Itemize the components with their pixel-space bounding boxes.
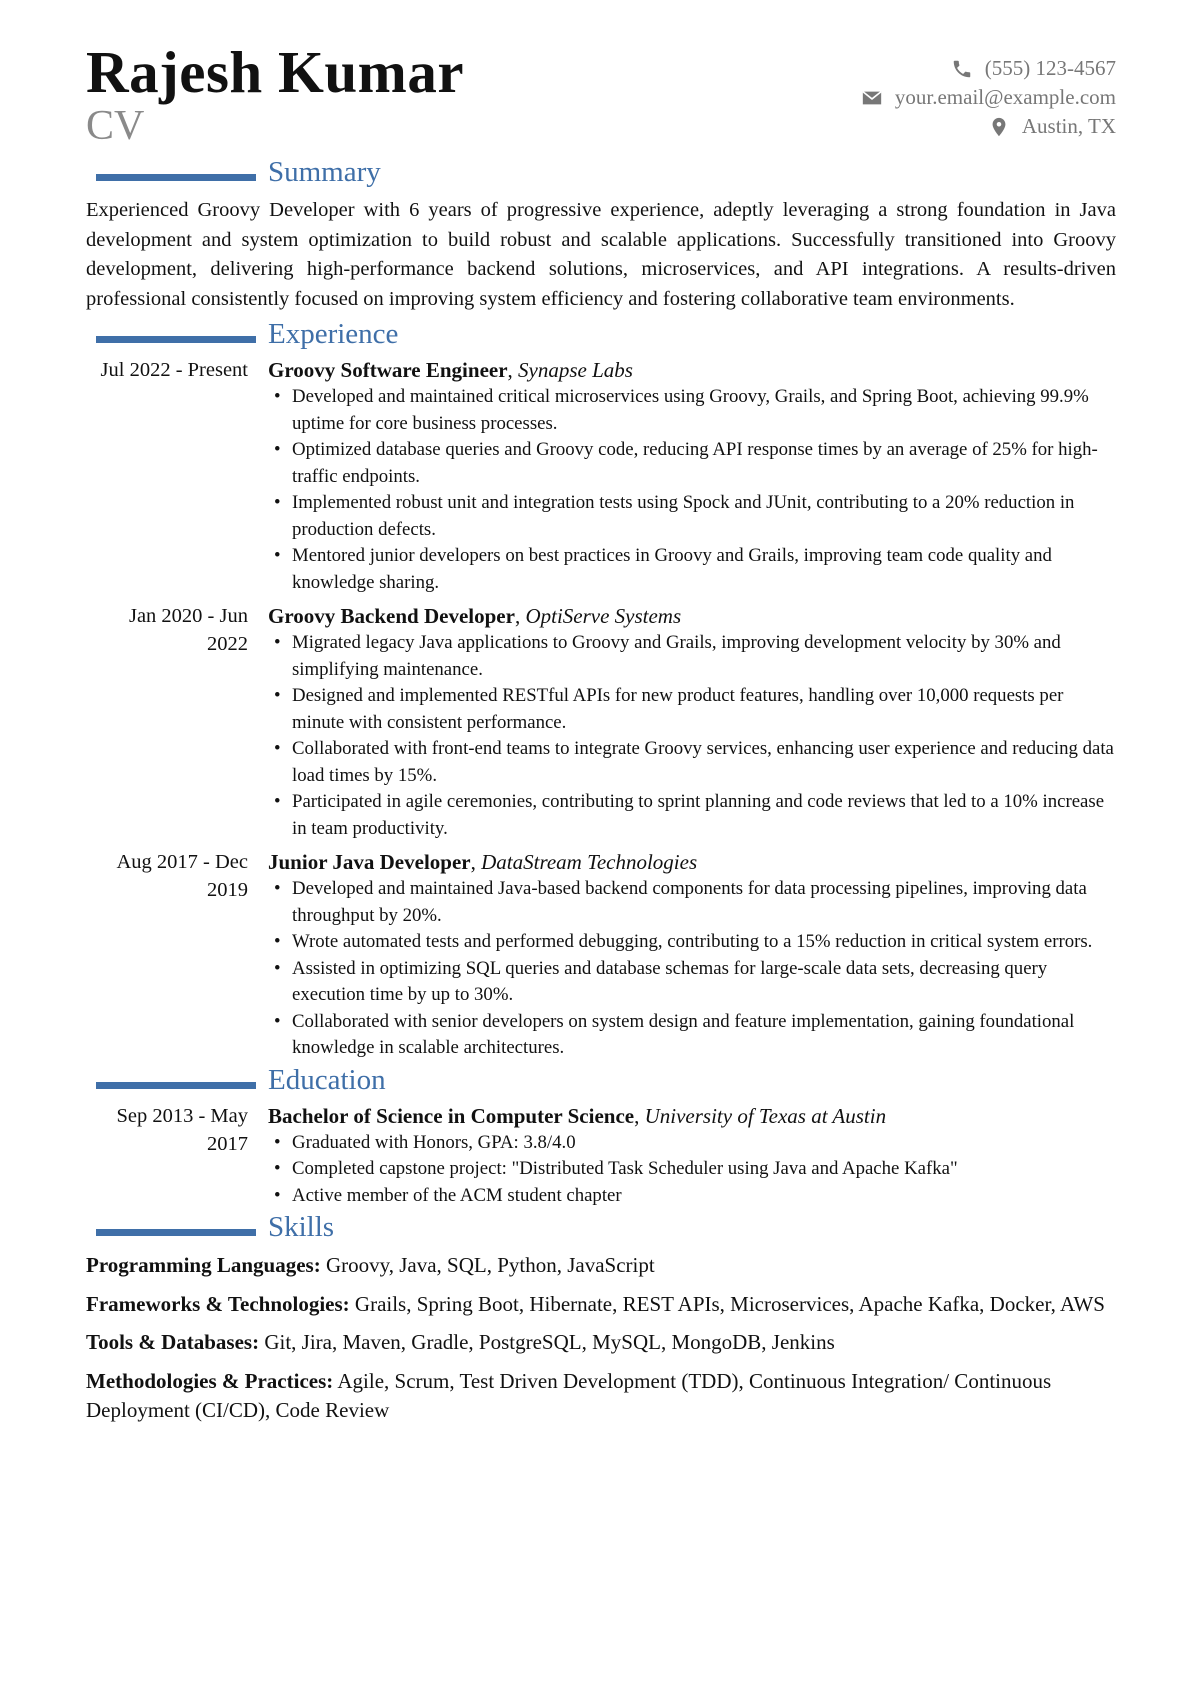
phone-text: (555) 123-4567: [984, 56, 1116, 80]
skill-label: Tools & Databases:: [86, 1330, 260, 1354]
entry-date: Jul 2022 - Present: [100, 359, 248, 381]
contact-location: [861, 112, 1116, 141]
entry-title: Groovy Backend Developer, OptiServe Systems: [268, 604, 682, 628]
contact-phone[interactable]: [861, 54, 1116, 83]
entry-body: [268, 602, 1116, 842]
entry-date: Jan 2020 - Jun 2022: [128, 605, 248, 655]
experience-section-heading: [86, 318, 1116, 356]
experience-entry: [86, 602, 1116, 842]
experience-entry: [86, 356, 1116, 596]
skill-row: [86, 1328, 1116, 1358]
skill-value: Git, Jira, Maven, Gradle, PostgreSQL, MySQL, MongoDB, Jenkins: [264, 1330, 835, 1354]
email-text: your.email@example.com: [894, 85, 1116, 109]
skill-label: Programming Languages:: [86, 1253, 321, 1277]
education-section-heading: [86, 1063, 1116, 1102]
entry-body: [268, 1102, 1116, 1210]
entry-bullets: [268, 1130, 1116, 1210]
skill-row: [86, 1290, 1116, 1320]
entry-role: Junior Java Developer: [268, 850, 471, 874]
entry-bullets: [268, 630, 1116, 842]
skill-row: [86, 1367, 1116, 1426]
entry-role: Groovy Software Engineer: [268, 358, 508, 382]
section-accent-bar: [96, 174, 256, 181]
bullet-item: • Designed and implemented RESTful APIs for new product features, handling over 10,000 requests per minute with consistent performance.: [268, 683, 1116, 736]
phone-icon: [951, 58, 973, 80]
bullet-item: • Implemented robust unit and integration tests using Spock and JUnit, contributing to a 20% reduction in production defects.: [268, 490, 1116, 543]
entry-org: DataStream Technologies: [481, 850, 698, 874]
education-entry: [86, 1102, 1116, 1210]
map-pin-icon: [988, 116, 1010, 138]
bullet-item: • Assisted in optimizing SQL queries and database schemas for large-scale data sets, decreasing query execution time by up to 30%.: [268, 956, 1116, 1009]
entry-bullets: [268, 876, 1116, 1062]
entry-date: Sep 2013 - May 2017: [116, 1104, 248, 1155]
entry-org: OptiServe Systems: [525, 604, 682, 628]
entry-school: University of Texas at Austin: [644, 1103, 887, 1128]
bullet-item: • Developed and maintained critical microservices using Groovy, Grails, and Spring Boot, achieving 99.9% uptime for core business processes.: [268, 384, 1116, 437]
experience-entry: [86, 848, 1116, 1062]
location-text: Austin, TX: [1021, 114, 1116, 138]
bullet-item: • Participated in agile ceremonies, contributing to sprint planning and code reviews that led to a 10% increase in team productivity.: [268, 789, 1116, 842]
skill-label: Methodologies & Practices:: [86, 1368, 334, 1393]
bullet-item: • Migrated legacy Java applications to Groovy and Grails, improving development velocity by 30% and simplifying maintenance.: [268, 630, 1116, 683]
summary-text: Experienced Groovy Developer with 6 years of progressive experience, adeptly leveraging a strong foundation in Java development and system optimization to build robust and scalable applications. Successfully transitioned into Groovy development, delivering high-performance backend solutions, microservices, and API integrations. A results-driven professional consistently focused on improving system efficiency and fostering collaborative team environments.: [86, 199, 1116, 310]
entry-bullets: [268, 384, 1116, 596]
envelope-icon: [861, 87, 883, 109]
cv-page: [86, 40, 1116, 1435]
entry-title: Bachelor of Science in Computer Science, University of Texas at Austin: [268, 1103, 887, 1128]
entry-degree: Bachelor of Science in Computer Science: [268, 1103, 635, 1128]
bullet-item: • Collaborated with senior developers on system design and feature implementation, gaining foundational knowledge in scalable architectures.: [268, 1009, 1116, 1062]
section-accent-bar: [96, 1229, 256, 1236]
section-title-skills: Skills: [268, 1211, 335, 1243]
entry-org: Synapse Labs: [518, 358, 633, 382]
skill-value: Grails, Spring Boot, Hibernate, REST APIs, Microservices, Apache Kafka, Docker, AWS: [354, 1291, 1105, 1316]
contact-block: [861, 54, 1116, 141]
skill-row: [86, 1251, 1116, 1281]
skill-label: Frameworks & Technologies:: [86, 1291, 350, 1316]
contact-email[interactable]: [861, 83, 1116, 112]
entry-title: Junior Java Developer, DataStream Technologies: [268, 850, 698, 874]
skill-value: Groovy, Java, SQL, Python, JavaScript: [325, 1253, 655, 1277]
section-accent-bar: [96, 1082, 256, 1089]
entry-role: Groovy Backend Developer: [268, 604, 515, 628]
section-accent-bar: [96, 336, 256, 343]
section-title-experience: Experience: [268, 318, 399, 350]
cv-header: [86, 40, 1116, 158]
entry-body: [268, 848, 1116, 1062]
entry-body: [268, 356, 1116, 596]
bullet-item: • Graduated with Honors, GPA: 3.8/4.0: [268, 1130, 1116, 1157]
skill-value: Agile, Scrum, Test Driven Development (TDD), Continuous Integration/ Continuous Deployment (CI/CD), Code Review: [86, 1368, 1052, 1422]
document-subtitle: CV: [86, 103, 145, 149]
section-title-education: Education: [268, 1063, 386, 1096]
bullet-item: • Completed capstone project: "Distributed Task Scheduler using Java and Apache Kafka": [268, 1156, 1116, 1183]
entry-date: Aug 2017 - Dec 2019: [116, 851, 248, 901]
bullet-item: • Developed and maintained Java-based backend components for data processing pipelines, improving data throughput by 20%.: [268, 876, 1116, 929]
bullet-item: • Mentored junior developers on best practices in Groovy and Grails, improving team code quality and knowledge sharing.: [268, 543, 1116, 596]
summary-section-heading: [86, 156, 1116, 194]
bullet-item: • Wrote automated tests and performed debugging, contributing to a 15% reduction in critical system errors.: [268, 929, 1116, 956]
bullet-item: • Active member of the ACM student chapter: [268, 1183, 1116, 1210]
skills-list: [86, 1251, 1116, 1426]
section-title-summary: Summary: [268, 156, 381, 188]
candidate-name: Rajesh Kumar: [86, 39, 465, 105]
bullet-item: • Optimized database queries and Groovy code, reducing API response times by an average of 25% for high-traffic endpoints.: [268, 437, 1116, 490]
bullet-item: • Collaborated with front-end teams to integrate Groovy services, enhancing user experience and reducing data load times by 15%.: [268, 736, 1116, 789]
entry-title: Groovy Software Engineer, Synapse Labs: [268, 358, 633, 382]
skills-section-heading: [86, 1211, 1116, 1249]
